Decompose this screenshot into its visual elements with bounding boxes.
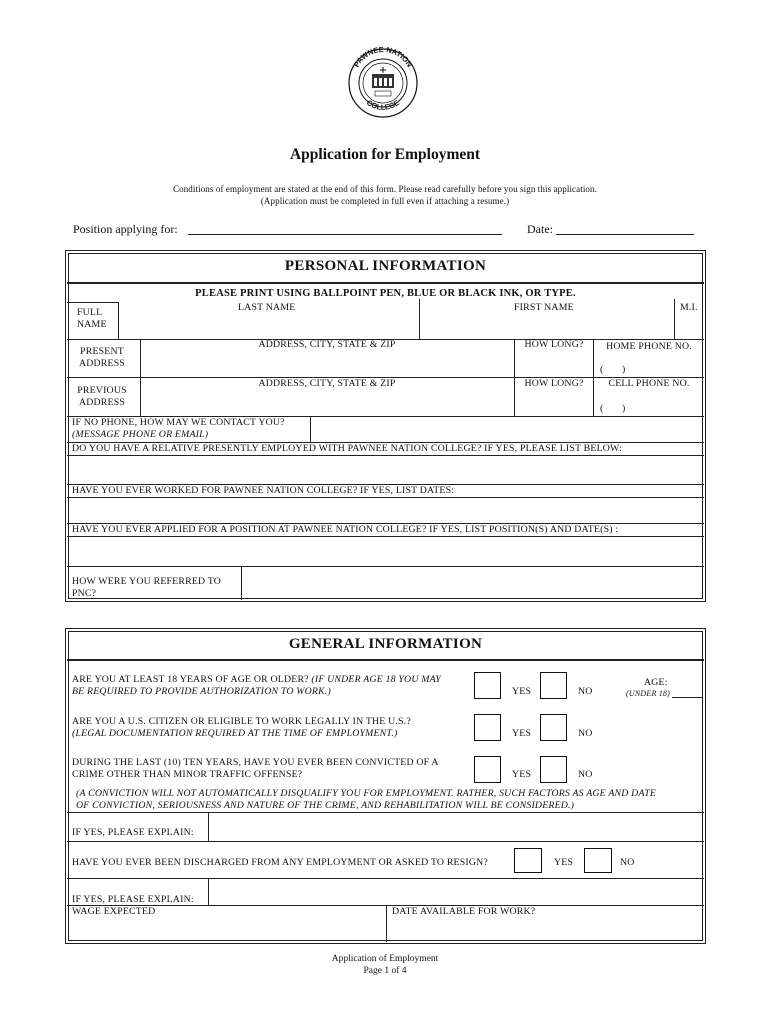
date-input-line[interactable]	[556, 234, 694, 235]
age-no-label: NO	[578, 686, 593, 697]
age-question-note-2: BE REQUIRED TO PROVIDE AUTHORIZATION TO WORK.)	[72, 686, 331, 697]
date-label: Date:	[527, 222, 553, 236]
relative-field[interactable]	[68, 457, 703, 482]
crime-explain-field[interactable]	[210, 814, 703, 839]
last-name-field[interactable]	[120, 314, 417, 338]
logo-bottom-text: COLLEGE	[364, 98, 402, 112]
college-seal-logo	[347, 40, 419, 126]
previous-address-header: ADDRESS, CITY, STATE & ZIP	[258, 378, 396, 389]
first-name-header: FIRST NAME	[514, 302, 574, 313]
applied-question: HAVE YOU EVER APPLIED FOR A POSITION AT PAWNEE NATION COLLEGE? IF YES, LIST POSITION(S) AND DATE(S) :	[72, 524, 619, 535]
crime-yes-checkbox[interactable]	[474, 756, 501, 783]
position-label: Position applying for:	[73, 222, 178, 236]
crime-no-checkbox[interactable]	[540, 756, 567, 783]
date-available-label: DATE AVAILABLE FOR WORK?	[392, 906, 536, 917]
page-title: Application for Employment	[289, 146, 481, 163]
cell-phone-field[interactable]	[608, 401, 703, 415]
explain-label-2: IF YES, PLEASE EXPLAIN:	[72, 894, 194, 905]
present-how-long-header: HOW LONG?	[524, 339, 584, 350]
wage-expected-label: WAGE EXPECTED	[72, 906, 156, 917]
present-address-label: PRESENT ADDRESS	[78, 346, 126, 369]
under-18-note: (UNDER 18)	[626, 689, 670, 698]
home-phone-field[interactable]	[608, 362, 703, 376]
crime-no-label: NO	[578, 769, 593, 780]
discharge-explain-field[interactable]	[210, 880, 703, 904]
relative-question: DO YOU HAVE A RELATIVE PRESENTLY EMPLOYED WITH PAWNEE NATION COLLEGE? IF YES, PLEASE LIST BELOW:	[72, 443, 623, 454]
personal-information-title: PERSONAL INFORMATION	[284, 258, 487, 274]
previous-how-long-field[interactable]	[516, 391, 592, 415]
present-how-long-field[interactable]	[516, 352, 592, 376]
date-available-field[interactable]	[388, 919, 703, 941]
conditions-line-2: (Application must be completed in full even if attaching a resume.)	[260, 196, 510, 206]
crime-yes-label: YES	[512, 769, 532, 780]
home-phone-parens: ( )	[600, 364, 626, 375]
worked-dates-field[interactable]	[68, 499, 703, 521]
footer-title: Application of Employment	[331, 954, 439, 964]
age-label: AGE:	[644, 677, 668, 688]
discharged-yes-label: YES	[554, 857, 574, 868]
citizen-no-checkbox[interactable]	[540, 714, 567, 741]
referred-field[interactable]	[243, 568, 703, 599]
crime-note-line-2: OF CONVICTION, SERIOUSNESS AND NATURE OF THE CRIME, AND REHABILITATION WILL BE CONSIDERED.)	[76, 800, 575, 811]
mi-field[interactable]	[676, 314, 703, 338]
worked-question: HAVE YOU EVER WORKED FOR PAWNEE NATION COLLEGE? IF YES, LIST DATES:	[72, 485, 455, 496]
contact-method-field[interactable]	[312, 418, 703, 441]
position-input-line[interactable]	[188, 234, 502, 235]
citizen-yes-label: YES	[512, 728, 532, 739]
conditions-line-1: Conditions of employment are stated at the end of this form. Please read carefully before you sign this application.	[173, 184, 597, 194]
age-yes-checkbox[interactable]	[474, 672, 501, 699]
full-name-label: FULL NAME	[77, 307, 107, 330]
svg-text:PAWNEE NATION	[352, 45, 414, 69]
age-input-line[interactable]	[672, 697, 702, 698]
logo-top-text: PAWNEE NATION	[351, 44, 415, 69]
discharged-no-label: NO	[620, 857, 635, 868]
crime-note-line-1: (A CONVICTION WILL NOT AUTOMATICALLY DISQUALIFY YOU FOR EMPLOYMENT. RATHER, SUCH FACTORS AS AGE AND DATE	[76, 788, 657, 799]
applied-positions-field[interactable]	[68, 538, 703, 564]
cell-phone-header: CELL PHONE NO.	[608, 378, 690, 389]
footer-page-number: Page 1 of 4	[363, 966, 407, 976]
citizen-question: ARE YOU A U.S. CITIZEN OR ELIGIBLE TO WORK LEGALLY IN THE U.S.?	[72, 716, 411, 727]
no-phone-question: IF NO PHONE, HOW MAY WE CONTACT YOU?	[72, 417, 285, 428]
present-address-header: ADDRESS, CITY, STATE & ZIP	[258, 339, 396, 350]
citizen-yes-checkbox[interactable]	[474, 714, 501, 741]
referred-question: HOW WERE YOU REFERRED TO PNC?	[72, 576, 222, 599]
home-phone-header: HOME PHONE NO.	[606, 341, 692, 352]
discharged-question: HAVE YOU EVER BEEN DISCHARGED FROM ANY EMPLOYMENT OR ASKED TO RESIGN?	[72, 857, 488, 868]
explain-label-1: IF YES, PLEASE EXPLAIN:	[72, 827, 194, 838]
svg-text:COLLEGE	[365, 98, 401, 112]
age-no-checkbox[interactable]	[540, 672, 567, 699]
first-name-field[interactable]	[421, 314, 672, 338]
citizen-no-label: NO	[578, 728, 593, 739]
mi-header: M.I.	[680, 302, 698, 313]
crime-question-line-2: CRIME OTHER THAN MINOR TRAFFIC OFFENSE?	[72, 769, 303, 780]
previous-address-label: PREVIOUS ADDRESS	[77, 385, 127, 408]
cell-phone-parens: ( )	[600, 403, 626, 414]
no-phone-hint: (MESSAGE PHONE OR EMAIL)	[72, 429, 209, 440]
age-question-note: (IF UNDER AGE 18 YOU MAY	[311, 674, 441, 685]
present-address-field[interactable]	[142, 352, 512, 376]
citizen-note: (LEGAL DOCUMENTATION REQUIRED AT THE TIME OF EMPLOYMENT.)	[72, 728, 398, 739]
general-information-title: GENERAL INFORMATION	[288, 636, 483, 652]
crime-question-line-1: DURING THE LAST (10) TEN YEARS, HAVE YOU EVER BEEN CONVICTED OF A	[72, 757, 439, 768]
previous-how-long-header: HOW LONG?	[524, 378, 584, 389]
wage-expected-field[interactable]	[68, 919, 384, 941]
age-question	[72, 674, 441, 686]
last-name-header: LAST NAME	[238, 302, 296, 313]
age-question-text: ARE YOU AT LEAST 18 YEARS OF AGE OR OLDER?	[72, 674, 309, 685]
age-yes-label: YES	[512, 686, 532, 697]
print-instruction: PLEASE PRINT USING BALLPOINT PEN, BLUE OR BLACK INK, OR TYPE.	[195, 288, 576, 299]
discharged-yes-checkbox[interactable]	[514, 848, 542, 873]
discharged-no-checkbox[interactable]	[584, 848, 612, 873]
previous-address-field[interactable]	[142, 391, 512, 415]
